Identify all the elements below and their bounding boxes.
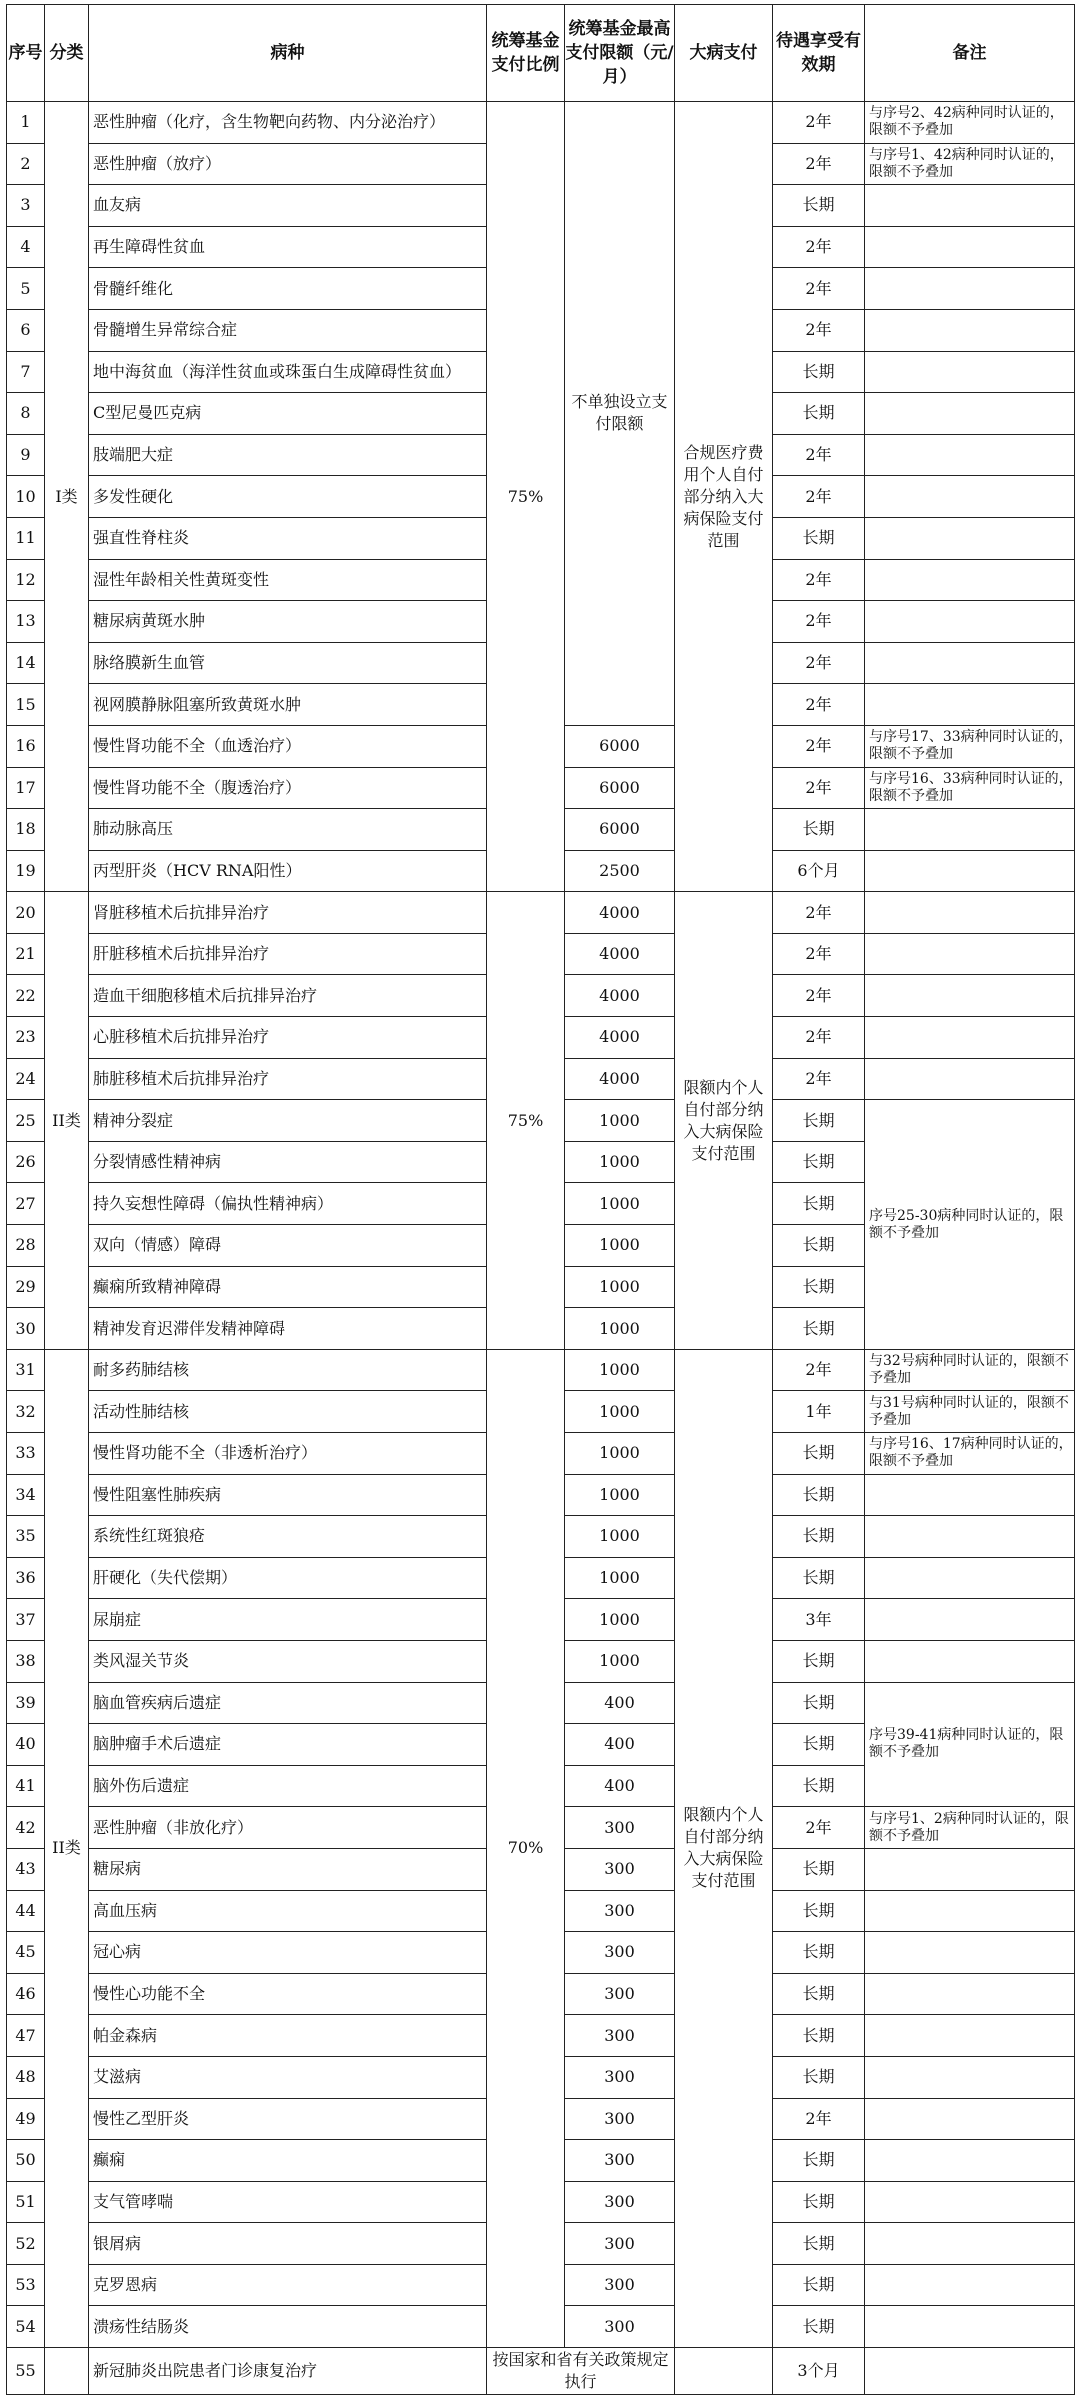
- row-validity: 2年: [773, 933, 865, 975]
- row-validity: 长期: [773, 1890, 865, 1932]
- row-remark: [865, 1599, 1075, 1641]
- row-limit: 400: [565, 1765, 675, 1807]
- row-remark: [865, 2306, 1075, 2348]
- row-disease: 骨髓增生异常综合症: [89, 309, 487, 351]
- table-body: [7, 102, 1075, 2395]
- row-validity: 长期: [773, 1474, 865, 1516]
- row-limit: 4000: [565, 933, 675, 975]
- row-remark: [865, 809, 1075, 851]
- row-remark: [865, 1474, 1075, 1516]
- row-validity: 长期: [773, 1183, 865, 1225]
- row-limit: 300: [565, 1848, 675, 1890]
- row-limit: 1000: [565, 1266, 675, 1308]
- row-limit: 2500: [565, 850, 675, 892]
- row-remark: [865, 1848, 1075, 1890]
- row-limit: 300: [565, 2015, 675, 2057]
- header-validity: 待遇享受有效期: [773, 5, 865, 102]
- row-disease: 慢性肾功能不全（腹透治疗）: [89, 767, 487, 809]
- row-limit: 1000: [565, 1516, 675, 1558]
- row-validity: 长期: [773, 1225, 865, 1267]
- row-validity: 2年: [773, 725, 865, 767]
- row-limit: 1000: [565, 1599, 675, 1641]
- row-no: 37: [7, 1599, 45, 1641]
- row-disease: 肺脏移植术后抗排异治疗: [89, 1058, 487, 1100]
- row-remark: 与序号1、2病种同时认证的，限额不予叠加: [865, 1807, 1075, 1849]
- row-disease: 尿崩症: [89, 1599, 487, 1641]
- row-validity: 长期: [773, 1516, 865, 1558]
- row-validity: 长期: [773, 2015, 865, 2057]
- row-remark: [865, 2264, 1075, 2306]
- row-disease: 耐多药肺结核: [89, 1349, 487, 1391]
- row-remark: [865, 1973, 1075, 2015]
- row-remark: [865, 933, 1075, 975]
- row-remark: [865, 434, 1075, 476]
- row-validity: 长期: [773, 393, 865, 435]
- row-disease: 造血干细胞移植术后抗排异治疗: [89, 975, 487, 1017]
- row-disease: 多发性硬化: [89, 476, 487, 518]
- row-remark: [865, 850, 1075, 892]
- row-disease: 肝脏移植术后抗排异治疗: [89, 933, 487, 975]
- row-no: 49: [7, 2098, 45, 2140]
- row-disease: 肢端肥大症: [89, 434, 487, 476]
- row-limit: 1000: [565, 1474, 675, 1516]
- row-disease: 慢性乙型肝炎: [89, 2098, 487, 2140]
- row-no: 4: [7, 226, 45, 268]
- header-seq: 序号: [7, 5, 45, 102]
- row-limit: 4000: [565, 1017, 675, 1059]
- serious-illness-cell: 限额内个人自付部分纳入大病保险支付范围: [675, 1349, 773, 2347]
- disease-table: [6, 4, 1075, 2395]
- row-limit: 300: [565, 2264, 675, 2306]
- row-remark: 与序号16、17病种同时认证的，限额不予叠加: [865, 1433, 1075, 1475]
- row-remark: [865, 2181, 1075, 2223]
- category-cell: II类: [45, 892, 89, 1350]
- row-validity: 2年: [773, 642, 865, 684]
- row-disease: 恶性肿瘤（化疗，含生物靶向药物、内分泌治疗）: [89, 102, 487, 144]
- row55-policy-note: 按国家和省有关政策规定执行: [487, 2348, 675, 2395]
- row-validity: 1年: [773, 1391, 865, 1433]
- row-no: 21: [7, 933, 45, 975]
- row-no: 27: [7, 1183, 45, 1225]
- row-no: 2: [7, 143, 45, 185]
- row-no: 46: [7, 1973, 45, 2015]
- row-validity: 长期: [773, 1682, 865, 1724]
- row-validity: 长期: [773, 1973, 865, 2015]
- row-no: 13: [7, 601, 45, 643]
- row-disease: 脑血管疾病后遗症: [89, 1682, 487, 1724]
- row-remark: [865, 351, 1075, 393]
- row-no: 16: [7, 725, 45, 767]
- row-remark: [865, 2015, 1075, 2057]
- row-no: 5: [7, 268, 45, 310]
- row-no: 50: [7, 2140, 45, 2182]
- row-disease: 血友病: [89, 185, 487, 227]
- row-disease: 支气管哮喘: [89, 2181, 487, 2223]
- row-no: 15: [7, 684, 45, 726]
- row-no: 40: [7, 1724, 45, 1766]
- row-validity: 长期: [773, 1765, 865, 1807]
- row-limit: 1000: [565, 1557, 675, 1599]
- row-validity: 长期: [773, 2181, 865, 2223]
- row-validity: 长期: [773, 517, 865, 559]
- row-validity: 2年: [773, 601, 865, 643]
- row-validity: 2年: [773, 767, 865, 809]
- row-disease: 骨髓纤维化: [89, 268, 487, 310]
- row-remark: 与序号2、42病种同时认证的，限额不予叠加: [865, 102, 1075, 144]
- serious-illness-cell: 限额内个人自付部分纳入大病保险支付范围: [675, 892, 773, 1350]
- row-no: 41: [7, 1765, 45, 1807]
- row-no: 1: [7, 102, 45, 144]
- row-validity: 长期: [773, 1100, 865, 1142]
- row-disease: C型尼曼匹克病: [89, 393, 487, 435]
- row-no: 52: [7, 2223, 45, 2265]
- row-validity: 长期: [773, 1848, 865, 1890]
- row-limit: 300: [565, 2306, 675, 2348]
- row-disease: 高血压病: [89, 1890, 487, 1932]
- remark-group-cell: 序号25-30病种同时认证的，限额不予叠加: [865, 1100, 1075, 1350]
- row-validity: 2年: [773, 143, 865, 185]
- category-cell: II类: [45, 1349, 89, 2347]
- header-disease: 病种: [89, 5, 487, 102]
- limit-group-cell: 不单独设立支付限额: [565, 102, 675, 726]
- row-disease: 湿性年龄相关性黄斑变性: [89, 559, 487, 601]
- row-disease: 强直性脊柱炎: [89, 517, 487, 559]
- row-validity: 长期: [773, 1141, 865, 1183]
- header-serious: 大病支付: [675, 5, 773, 102]
- row-no: 30: [7, 1308, 45, 1350]
- row-no: 35: [7, 1516, 45, 1558]
- row-remark: 与序号1、42病种同时认证的，限额不予叠加: [865, 143, 1075, 185]
- row-remark: 与序号17、33病种同时认证的，限额不予叠加: [865, 725, 1075, 767]
- row-validity: 2年: [773, 559, 865, 601]
- row-no: 23: [7, 1017, 45, 1059]
- row-validity: 3年: [773, 1599, 865, 1641]
- row-no: 32: [7, 1391, 45, 1433]
- header-ratio: 统筹基金支付比例: [487, 5, 565, 102]
- row-no: 18: [7, 809, 45, 851]
- row-validity: 长期: [773, 809, 865, 851]
- row-validity: 2年: [773, 434, 865, 476]
- row-disease: 克罗恩病: [89, 2264, 487, 2306]
- row-validity: 2年: [773, 1058, 865, 1100]
- row-category-empty: [45, 2348, 89, 2395]
- row-no: 10: [7, 476, 45, 518]
- row-validity: 2年: [773, 1349, 865, 1391]
- row-validity: 3个月: [773, 2348, 865, 2395]
- row-no: 28: [7, 1225, 45, 1267]
- row-no: 14: [7, 642, 45, 684]
- row-no: 7: [7, 351, 45, 393]
- row-limit: 4000: [565, 1058, 675, 1100]
- table-row: [7, 102, 1075, 144]
- row-remark: [865, 975, 1075, 1017]
- row-no: 45: [7, 1932, 45, 1974]
- row-no: 42: [7, 1807, 45, 1849]
- row-limit: 4000: [565, 975, 675, 1017]
- row-disease: 活动性肺结核: [89, 1391, 487, 1433]
- row-limit: 300: [565, 2056, 675, 2098]
- row-remark: [865, 2223, 1075, 2265]
- row-validity: 长期: [773, 1308, 865, 1350]
- row-limit: 1000: [565, 1100, 675, 1142]
- row-disease: 双向（情感）障碍: [89, 1225, 487, 1267]
- category-cell: I类: [45, 102, 89, 892]
- row-no: 48: [7, 2056, 45, 2098]
- row-remark: [865, 185, 1075, 227]
- remark-group-cell: 序号39-41病种同时认证的，限额不予叠加: [865, 1682, 1075, 1807]
- row-no: 26: [7, 1141, 45, 1183]
- row-disease: 慢性肾功能不全（血透治疗）: [89, 725, 487, 767]
- row-remark: [865, 1557, 1075, 1599]
- row-no: 34: [7, 1474, 45, 1516]
- row-disease: 慢性肾功能不全（非透析治疗）: [89, 1433, 487, 1475]
- row-no: 22: [7, 975, 45, 1017]
- row-limit: 1000: [565, 1225, 675, 1267]
- row-validity: 2年: [773, 476, 865, 518]
- row-remark: [865, 1932, 1075, 1974]
- row-disease: 脉络膜新生血管: [89, 642, 487, 684]
- row-disease: 系统性红斑狼疮: [89, 1516, 487, 1558]
- row-limit: 4000: [565, 892, 675, 934]
- row-no: 3: [7, 185, 45, 227]
- row-validity: 长期: [773, 1266, 865, 1308]
- row-serious-empty: [675, 2348, 773, 2395]
- row-limit: 300: [565, 1973, 675, 2015]
- row-disease: 脑肿瘤手术后遗症: [89, 1724, 487, 1766]
- row-validity: 2年: [773, 1807, 865, 1849]
- row-no: 31: [7, 1349, 45, 1391]
- row-no: 36: [7, 1557, 45, 1599]
- row-validity: 长期: [773, 2140, 865, 2182]
- row-disease: 恶性肿瘤（非放化疗）: [89, 1807, 487, 1849]
- row-disease: 肺动脉高压: [89, 809, 487, 851]
- row-remark: [865, 1890, 1075, 1932]
- row-disease: 脑外伤后遗症: [89, 1765, 487, 1807]
- row-remark: [865, 1058, 1075, 1100]
- row-validity: 长期: [773, 1724, 865, 1766]
- row-validity: 长期: [773, 2223, 865, 2265]
- row-validity: 6个月: [773, 850, 865, 892]
- row-limit: 6000: [565, 767, 675, 809]
- row-remark: [865, 642, 1075, 684]
- row-validity: 长期: [773, 1640, 865, 1682]
- row-limit: 300: [565, 2181, 675, 2223]
- row-disease: 癫痫所致精神障碍: [89, 1266, 487, 1308]
- row-validity: 2年: [773, 268, 865, 310]
- row-remark: [865, 1017, 1075, 1059]
- table-header-row: [7, 5, 1075, 102]
- row-disease: 新冠肺炎出院患者门诊康复治疗: [89, 2348, 487, 2395]
- row-limit: 300: [565, 1932, 675, 1974]
- row-remark: [865, 226, 1075, 268]
- row-remark: [865, 601, 1075, 643]
- row-disease: 糖尿病: [89, 1848, 487, 1890]
- row-no: 12: [7, 559, 45, 601]
- row-limit: 400: [565, 1724, 675, 1766]
- row-no: 29: [7, 1266, 45, 1308]
- row-disease: 慢性阻塞性肺疾病: [89, 1474, 487, 1516]
- row-remark: [865, 2348, 1075, 2395]
- row-validity: 2年: [773, 309, 865, 351]
- row-remark: [865, 517, 1075, 559]
- row-limit: 300: [565, 1807, 675, 1849]
- row-disease: 肝硬化（失代偿期）: [89, 1557, 487, 1599]
- row-limit: 300: [565, 2098, 675, 2140]
- row-no: 51: [7, 2181, 45, 2223]
- row-no: 24: [7, 1058, 45, 1100]
- row-disease: 慢性心功能不全: [89, 1973, 487, 2015]
- row-limit: 300: [565, 2140, 675, 2182]
- row-disease: 帕金森病: [89, 2015, 487, 2057]
- row-validity: 长期: [773, 1557, 865, 1599]
- row-remark: [865, 1640, 1075, 1682]
- row-limit: 1000: [565, 1433, 675, 1475]
- row-disease: 肾脏移植术后抗排异治疗: [89, 892, 487, 934]
- row-disease: 地中海贫血（海洋性贫血或珠蛋白生成障碍性贫血）: [89, 351, 487, 393]
- row-disease: 精神分裂症: [89, 1100, 487, 1142]
- row-limit: 6000: [565, 725, 675, 767]
- row-validity: 2年: [773, 1017, 865, 1059]
- row-disease: 银屑病: [89, 2223, 487, 2265]
- row-validity: 长期: [773, 1433, 865, 1475]
- row-remark: 与序号16、33病种同时认证的，限额不予叠加: [865, 767, 1075, 809]
- row-disease: 精神发育迟滞伴发精神障碍: [89, 1308, 487, 1350]
- document-page: [6, 4, 1074, 2395]
- header-remark: 备注: [865, 5, 1075, 102]
- row-limit: 1000: [565, 1308, 675, 1350]
- header-limit: 统筹基金最高支付限额（元/月）: [565, 5, 675, 102]
- row-validity: 长期: [773, 185, 865, 227]
- row-limit: 1000: [565, 1349, 675, 1391]
- row-remark: [865, 476, 1075, 518]
- row-remark: [865, 559, 1075, 601]
- row-no: 25: [7, 1100, 45, 1142]
- row-disease: 分裂情感性精神病: [89, 1141, 487, 1183]
- row-validity: 2年: [773, 975, 865, 1017]
- row-validity: 长期: [773, 2056, 865, 2098]
- row-limit: 300: [565, 2223, 675, 2265]
- row-disease: 再生障碍性贫血: [89, 226, 487, 268]
- row-disease: 视网膜静脉阻塞所致黄斑水肿: [89, 684, 487, 726]
- row-no: 38: [7, 1640, 45, 1682]
- row-no: 6: [7, 309, 45, 351]
- row-remark: [865, 2056, 1075, 2098]
- row-no: 53: [7, 2264, 45, 2306]
- row-no: 39: [7, 1682, 45, 1724]
- row-no: 17: [7, 767, 45, 809]
- row-remark: 与31号病种同时认证的，限额不予叠加: [865, 1391, 1075, 1433]
- row-no: 8: [7, 393, 45, 435]
- row-disease: 心脏移植术后抗排异治疗: [89, 1017, 487, 1059]
- table-row: [7, 1349, 1075, 1391]
- row-no: 19: [7, 850, 45, 892]
- row-validity: 2年: [773, 684, 865, 726]
- row-limit: 1000: [565, 1183, 675, 1225]
- row-disease: 冠心病: [89, 1932, 487, 1974]
- row-disease: 恶性肿瘤（放疗）: [89, 143, 487, 185]
- row-limit: 1000: [565, 1141, 675, 1183]
- row-remark: [865, 268, 1075, 310]
- row-limit: 400: [565, 1682, 675, 1724]
- row-no: 20: [7, 892, 45, 934]
- header-category: 分类: [45, 5, 89, 102]
- ratio-cell: 75%: [487, 892, 565, 1350]
- row-remark: [865, 892, 1075, 934]
- row-validity: 长期: [773, 2306, 865, 2348]
- row-no: 55: [7, 2348, 45, 2395]
- row-remark: [865, 2098, 1075, 2140]
- row-remark: [865, 684, 1075, 726]
- row-remark: [865, 2140, 1075, 2182]
- row-validity: 2年: [773, 892, 865, 934]
- row-disease: 持久妄想性障碍（偏执性精神病）: [89, 1183, 487, 1225]
- serious-illness-cell: 合规医疗费用个人自付部分纳入大病保险支付范围: [675, 102, 773, 892]
- row-validity: 2年: [773, 226, 865, 268]
- ratio-cell: 70%: [487, 1349, 565, 2347]
- row-limit: 1000: [565, 1640, 675, 1682]
- row-no: 33: [7, 1433, 45, 1475]
- row-limit: 300: [565, 1890, 675, 1932]
- row-no: 11: [7, 517, 45, 559]
- row-validity: 长期: [773, 2264, 865, 2306]
- row-validity: 长期: [773, 1932, 865, 1974]
- row-disease: 类风湿关节炎: [89, 1640, 487, 1682]
- row-validity: 2年: [773, 2098, 865, 2140]
- row-limit: 1000: [565, 1391, 675, 1433]
- row-remark: [865, 1516, 1075, 1558]
- row-disease: 糖尿病黄斑水肿: [89, 601, 487, 643]
- row-remark: [865, 393, 1075, 435]
- row-disease: 溃疡性结肠炎: [89, 2306, 487, 2348]
- ratio-cell: 75%: [487, 102, 565, 892]
- row-no: 54: [7, 2306, 45, 2348]
- row-no: 47: [7, 2015, 45, 2057]
- row-no: 44: [7, 1890, 45, 1932]
- row-validity: 2年: [773, 102, 865, 144]
- table-row: [7, 2348, 1075, 2395]
- row-limit: 6000: [565, 809, 675, 851]
- row-disease: 丙型肝炎（HCV RNA阳性）: [89, 850, 487, 892]
- row-validity: 长期: [773, 351, 865, 393]
- row-remark: [865, 309, 1075, 351]
- row-remark: 与32号病种同时认证的，限额不予叠加: [865, 1349, 1075, 1391]
- row-no: 9: [7, 434, 45, 476]
- table-row: [7, 892, 1075, 934]
- row-disease: 艾滋病: [89, 2056, 487, 2098]
- row-no: 43: [7, 1848, 45, 1890]
- row-disease: 癫痫: [89, 2140, 487, 2182]
